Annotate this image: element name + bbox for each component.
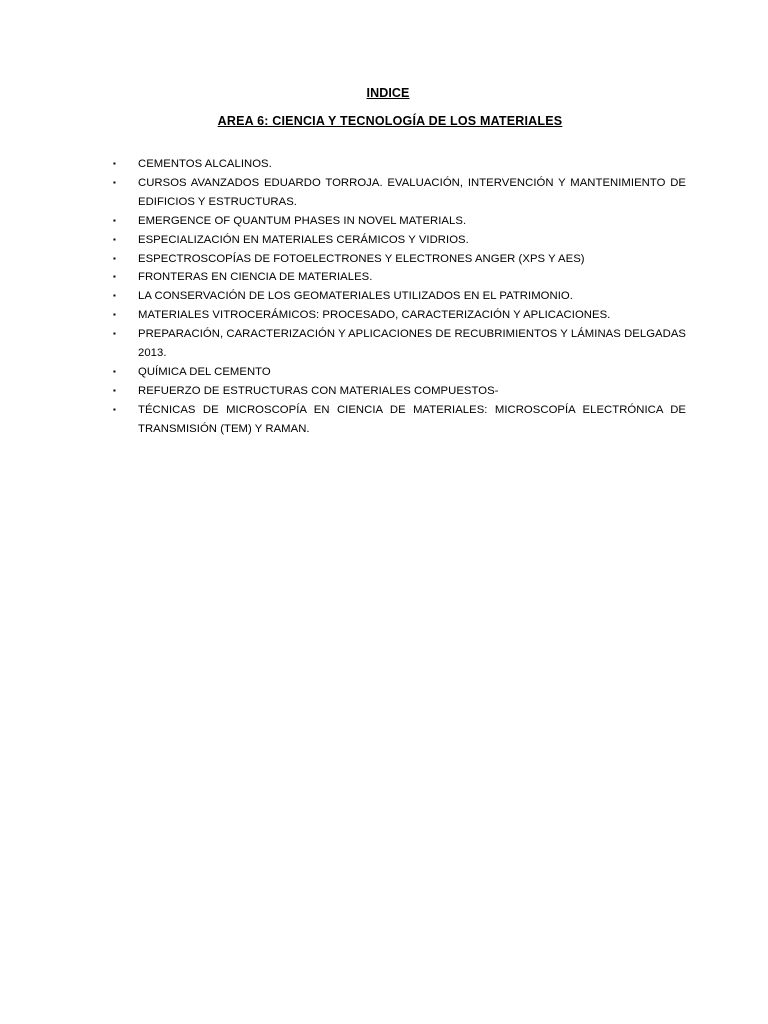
- bullet-icon: ▪: [113, 310, 116, 320]
- bullet-icon: ▪: [113, 253, 116, 263]
- list-item-text: CEMENTOS ALCALINOS.: [138, 158, 272, 170]
- list-item: [112, 363, 686, 382]
- list-item-text: ESPECIALIZACIÓN EN MATERIALES CERÁMICOS Y VIDRIOS.: [138, 233, 469, 246]
- list-item: [112, 250, 686, 269]
- list-item-text: MATERIALES VITROCERÁMICOS: PROCESADO, CARACTERIZACIÓN Y APLICACIONES.: [138, 309, 611, 322]
- list-item: [112, 401, 686, 439]
- bullet-icon: ▪: [113, 234, 116, 244]
- list-item: [112, 382, 686, 401]
- list-item: [112, 212, 686, 231]
- index-list: [112, 155, 686, 439]
- list-item: [112, 287, 686, 306]
- bullet-icon: ▪: [113, 159, 116, 168]
- list-item: [112, 325, 686, 363]
- list-item-text: PREPARACIÓN, CARACTERIZACIÓN Y APLICACIONES DE RECUBRIMIENTOS Y LÁMINAS DELGADAS 2013.: [138, 328, 686, 360]
- bullet-icon: ▪: [113, 404, 116, 414]
- list-item: [112, 306, 686, 325]
- list-item-text: EMERGENCE OF QUANTUM PHASES IN NOVEL MATERIALS.: [138, 214, 467, 227]
- list-item-text: REFUERZO DE ESTRUCTURAS CON MATERIALES COMPUESTOS-: [138, 384, 499, 397]
- page-title: INDICE: [366, 86, 410, 100]
- bullet-icon: ▪: [113, 215, 116, 225]
- list-item: [112, 174, 686, 212]
- list-item: [112, 231, 686, 250]
- list-item: [112, 268, 686, 287]
- list-item-text: QUÍMICA DEL CEMENTO: [138, 365, 271, 378]
- section-heading: AREA 6: CIENCIA Y TECNOLOGÍA DE LOS MATERIALES: [217, 114, 563, 128]
- list-item-text: CURSOS AVANZADOS EDUARDO TORROJA. EVALUACIÓN, INTERVENCIÓN Y MANTENIMIENTO DE EDIFICIOS Y ESTRUCTURAS.: [138, 176, 686, 208]
- bullet-icon: ▪: [113, 329, 116, 339]
- list-item-text: FRONTERAS EN CIENCIA DE MATERIALES.: [138, 271, 373, 284]
- bullet-icon: ▪: [113, 272, 116, 282]
- bullet-icon: ▪: [113, 291, 116, 301]
- list-item-text: ESPECTROSCOPÍAS DE FOTOELECTRONES Y ELECTRONES ANGER (XPS Y AES): [138, 252, 585, 265]
- list-item: [112, 155, 686, 174]
- bullet-icon: ▪: [113, 385, 116, 395]
- bullet-icon: ▪: [113, 177, 116, 187]
- bullet-icon: ▪: [113, 366, 116, 376]
- list-item-text: TÉCNICAS DE MICROSCOPÍA EN CIENCIA DE MATERIALES: MICROSCOPÍA ELECTRÓNICA DE TRANSMISIÓN (TEM) Y RAMAN.: [138, 403, 686, 435]
- list-item-text: LA CONSERVACIÓN DE LOS GEOMATERIALES UTILIZADOS EN EL PATRIMONIO.: [138, 290, 573, 303]
